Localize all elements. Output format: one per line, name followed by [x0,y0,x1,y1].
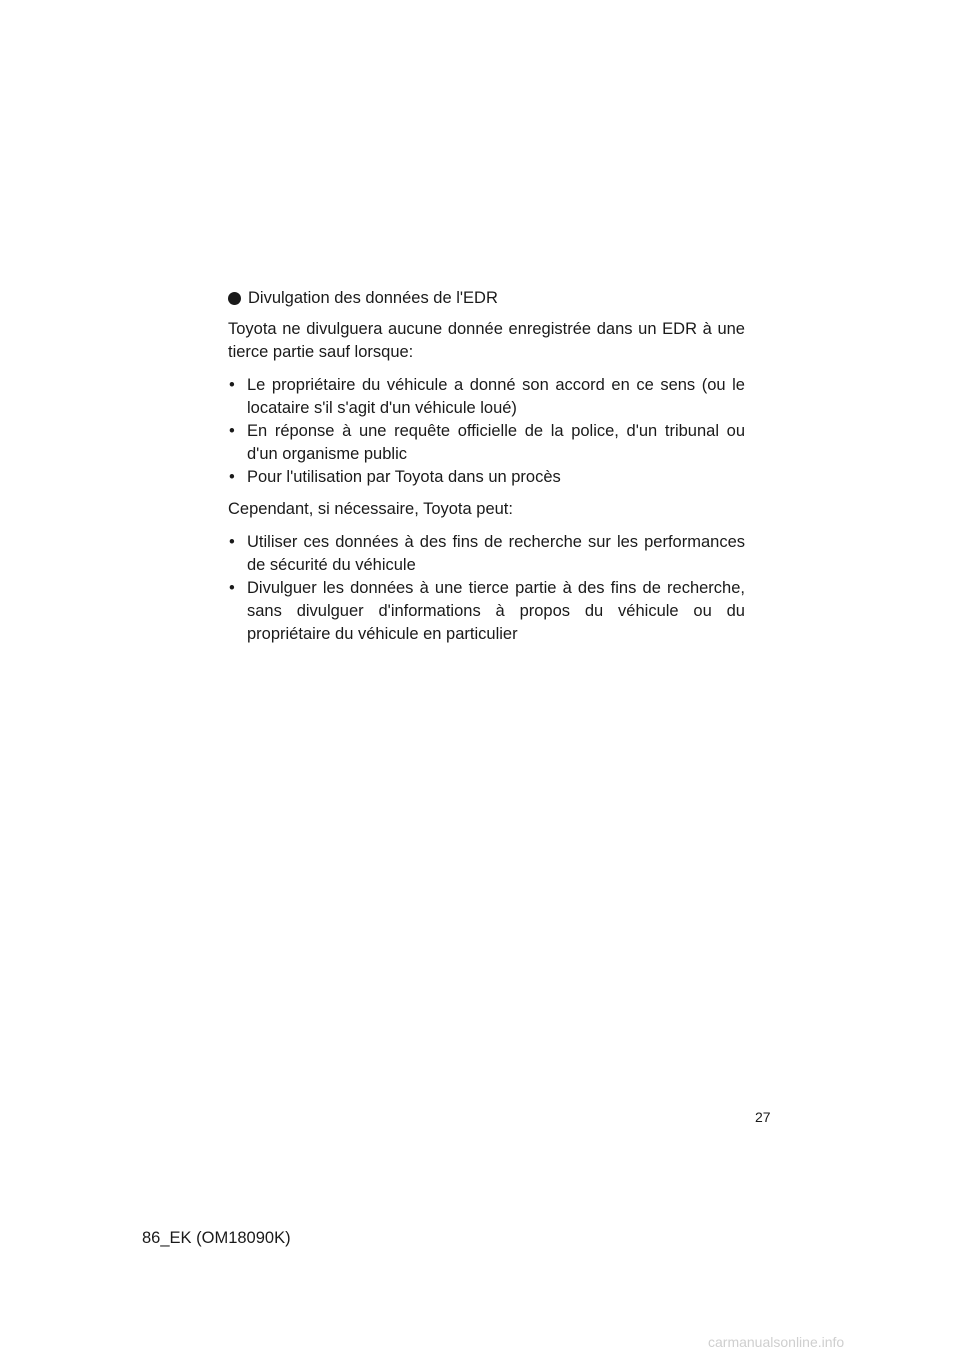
list-item [228,466,745,489]
page-number: 27 [755,1109,771,1125]
bullet-icon: • [229,422,235,440]
bullet-icon: • [229,468,235,486]
section-heading [228,287,745,310]
list-item [228,531,745,577]
list-item [228,577,745,646]
page-content [228,287,745,655]
list-item-text: Pour l'utilisation par Toyota dans un procès [247,468,561,486]
conditions-list [228,374,745,489]
permissions-list [228,531,745,646]
list-item-text: Utiliser ces données à des fins de recherche sur les performances de sécurité du véhicule [247,533,745,574]
list-item [228,374,745,420]
list-item-text: Le propriétaire du véhicule a donné son accord en ce sens (ou le locataire s'il s'agit d'un véhicule loué) [247,376,745,417]
however-paragraph: Cependant, si nécessaire, Toyota peut: [228,500,513,518]
bullet-icon: • [229,376,235,394]
list-item-text: En réponse à une requête officielle de la police, d'un tribunal ou d'un organisme public [247,422,745,463]
list-item-text: Divulguer les données à une tierce partie à des fins de recherche, sans divulguer d'informations à propos du véhicule ou du propriétaire du véhicule en particulier [247,579,745,643]
filled-circle-icon [228,292,241,305]
footer-code: 86_EK (OM18090K) [142,1229,291,1247]
section-heading-text: Divulgation des données de l'EDR [248,289,498,307]
list-item [228,420,745,466]
bullet-icon: • [229,533,235,551]
intro-paragraph: Toyota ne divulguera aucune donnée enregistrée dans un EDR à une tierce partie sauf lorsque: [228,320,745,361]
bullet-icon: • [229,579,235,597]
watermark: carmanualsonline.info [708,1334,845,1350]
